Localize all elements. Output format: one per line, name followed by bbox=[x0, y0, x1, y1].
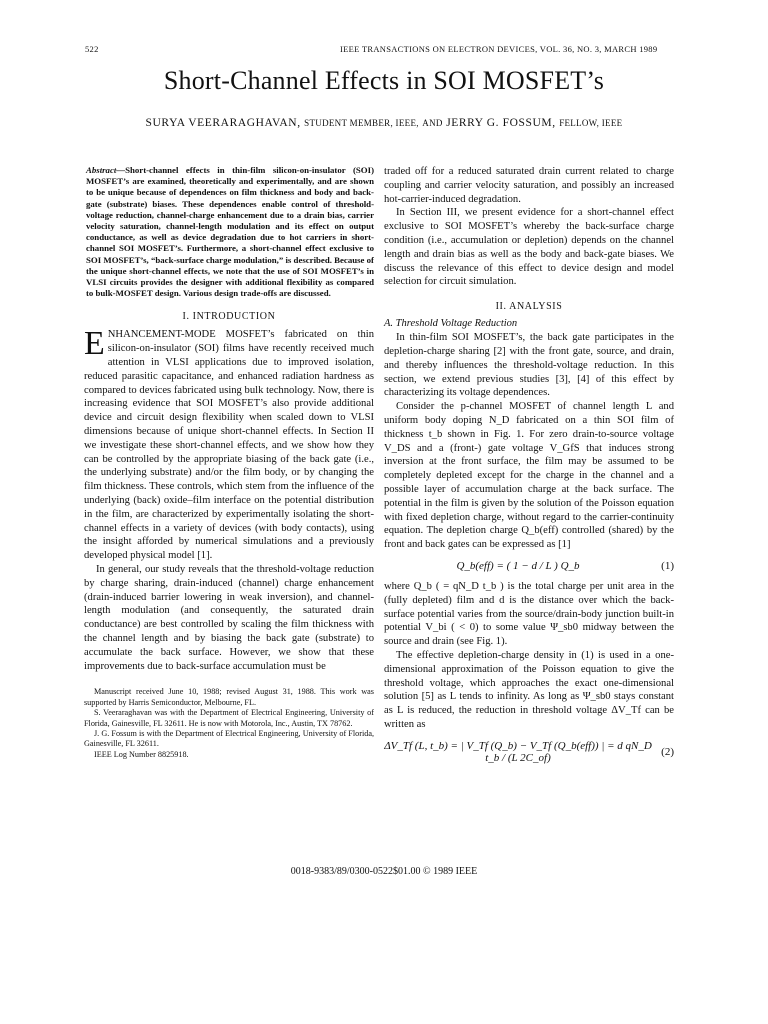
subsection-heading-threshold: A. Threshold Voltage Reduction bbox=[384, 318, 518, 330]
paper-title: Short-Channel Effects in SOI MOSFET’s bbox=[163, 66, 605, 95]
equation-2-body: ΔV_Tf (L, t_b) = | V_Tf (Q_b) − V_Tf (Q_b(eff)) | = d qN_D t_b / (L 2C_of) bbox=[384, 739, 652, 764]
equation-2-number: (2) bbox=[661, 745, 674, 758]
analysis-paragraph-4: The effective depletion-charge density in (1) is used in a one-dimensional approximation of the Poisson equation to give the threshold voltage, which approaches the exact one-dimensional solution [5] as L tends to infinity. As long as Ψ_sb0 stays constant as L is reduced, the reduction in threshold voltage ΔV_Tf can be written as bbox=[384, 649, 674, 730]
intro-continuation: traded off for a reduced saturated drain current related to charge coupling and carrier velocity saturation, and possibly an increased hot-carrier-induced degradation. bbox=[384, 166, 674, 205]
author-line bbox=[0, 117, 768, 129]
equation-1-number: (1) bbox=[661, 559, 674, 572]
right-column bbox=[384, 165, 674, 772]
footnote-log-number: IEEE Log Number 8825918. bbox=[94, 749, 189, 759]
footnote-manuscript: Manuscript received June 10, 1988; revised August 31, 1988. This work was supported by Harris Semiconductor, Melbourne, FL. bbox=[84, 687, 374, 707]
intro-paragraph-2: In general, our study reveals that the threshold-voltage reduction by charge sharing, drain-induced (channel) charge enhancement (drain-induced barrier lowering in weak inversion), and channel-length modulation (and consequently, the saturated drain conductance) are best controlled by scaling the film thickness with the channel length and by biasing the back gate (substrate) to accumulate the back surface. However, we show that these improvements due to back-surface accumulation must be bbox=[84, 563, 374, 672]
intro-section-overview: In Section III, we present evidence for a short-channel effect exclusive to SOI MOSFET’s whereby the back-surface charge condition (i.e., accumulation or depletion) depends on the channel length and drain bias as well as the body and back-gate biases. We discuss the relevance of this effect to device design and model selection for circuit simulation. bbox=[384, 207, 674, 288]
equation-1 bbox=[384, 560, 674, 572]
abstract bbox=[84, 165, 374, 299]
copyright-line: 0018-9383/89/0300-0522$01.00 © 1989 IEEE bbox=[290, 866, 478, 877]
left-column bbox=[84, 165, 374, 760]
journal-header: IEEE TRANSACTIONS ON ELECTRON DEVICES, VOL. 36, NO. 3, MARCH 1989 bbox=[340, 44, 658, 54]
footnote-author-2: J. G. Fossum is with the Department of Electrical Engineering, University of Florida, Gainesville, FL 32611. bbox=[84, 728, 374, 749]
section-heading-analysis: II. ANALYSIS bbox=[495, 301, 563, 313]
footnote-author-1: S. Veeraraghavan was with the Department of Electrical Engineering, University of Florida, Gainesville, FL 32611. He is now with Motorola, Inc., Austin, TX 78762. bbox=[84, 708, 374, 728]
abstract-label: Abstract— bbox=[86, 165, 126, 175]
section-heading-introduction: I. INTRODUCTION bbox=[182, 311, 276, 323]
author-1-name: SURYA VEERARAGHAVAN, bbox=[145, 117, 301, 129]
author-2-role: FELLOW, IEEE bbox=[559, 118, 623, 128]
intro-p1-text: NHANCEMENT-MODE MOSFET’s fabricated on thin silicon-on-insulator (SOI) films have recently received much attention in VLSI applications due to improved isolation, reduced parasitic capacitance, and enhanced radiation hardness as compared to devices fabricated using bulk technology. Now, there is increasing evidence that SOI MOSFET’s also provide additional device and circuit design flexibility when scaled down to VLSI dimensions because of unique short-channel effects. In Section II we investigate these short-channel effects, and we show how they can be controlled by the appropriate biasing of the back gate (i.e., the underlying substrate) and/or the film body, or by changing the film thickness. These controls, which stem from the influence of the underlying (back) oxide–film interface on the potential distribution in the film, are characterized by experimentally isolating the short-channel effects in a variety of devices (with body contacts), using the insight afforded by numerical simulations and a previously developed physical model [1]. bbox=[84, 329, 374, 562]
equation-1-body: Q_b(eff) = ( 1 − d / L ) Q_b bbox=[456, 559, 580, 572]
author-2-name: JERRY G. FOSSUM, bbox=[446, 117, 556, 129]
equation-2 bbox=[384, 740, 674, 764]
footnotes bbox=[84, 687, 374, 760]
analysis-paragraph-1: In thin-film SOI MOSFET’s, the back gate participates in the depletion-charge sharing [2] with the front gate, source, and drain, and thereby influences the threshold-voltage reduction. In this section, we extend previous studies [3], [4] of this effect by characterizing its voltage dependences. bbox=[384, 332, 674, 399]
author-1-role: STUDENT MEMBER, IEEE, bbox=[304, 118, 419, 128]
analysis-paragraph-2: Consider the p-channel MOSFET of channel length L and uniform body doping N_D fabricated on a thin SOI film of thickness t_b shown in Fig. 1. For zero drain-to-source voltage V_DS and a (front-) gate voltage V_GfS that induces strong inversion at the front surface, the film may be assumed to be completely depleted except for the charge in the channel and a possible layer of accumulation charge at the back surface. The potential in the film is given by the solution of the Poisson equation with fixed depletion charge, without regard to the carrier-continuity equation. The depletion charge Q_b(eff) controlled (shared) by the front and back gates can be expressed as [1] bbox=[384, 401, 674, 551]
author-conjunction: AND bbox=[422, 118, 443, 128]
abstract-text: Short-channel effects in thin-film silicon-on-insulator (SOI) MOSFET’s are examined, theoretically and experimentally, and are shown to be unique because of dependences on film thickness and body and back-gate (substrate) biases. These dependences enable control of threshold-voltage reduction, channel-charge enhancement due to a drain bias, carrier velocity saturation, channel-length modulation and its effect on output conductance, as well as device degradation due to hot carriers in short-channel SOI MOSFET’s. Furthermore, a short-channel effect exclusive to SOI MOSFET’s, “back-surface charge modulation,” is described. Because of the unique short-channel effects, we note that the use of SOI MOSFET’s in VLSI circuits provides the designer with additional flexibility as compared to bulk-MOSFET design. Various design trade-offs are discussed. bbox=[86, 165, 374, 299]
intro-paragraph-1 bbox=[84, 325, 374, 563]
page-number: 522 bbox=[85, 44, 99, 54]
analysis-paragraph-3: where Q_b ( = qN_D t_b ) is the total charge per unit area in the (fully depleted) film and d is the distance over which the back-surface potential varies from the source/drain-body junction built-in potential V_bi ( < 0) to some value Ψ_sb0 midway between the source and drain (see Fig. 1). bbox=[384, 580, 674, 648]
dropcap-letter: E bbox=[84, 325, 105, 363]
